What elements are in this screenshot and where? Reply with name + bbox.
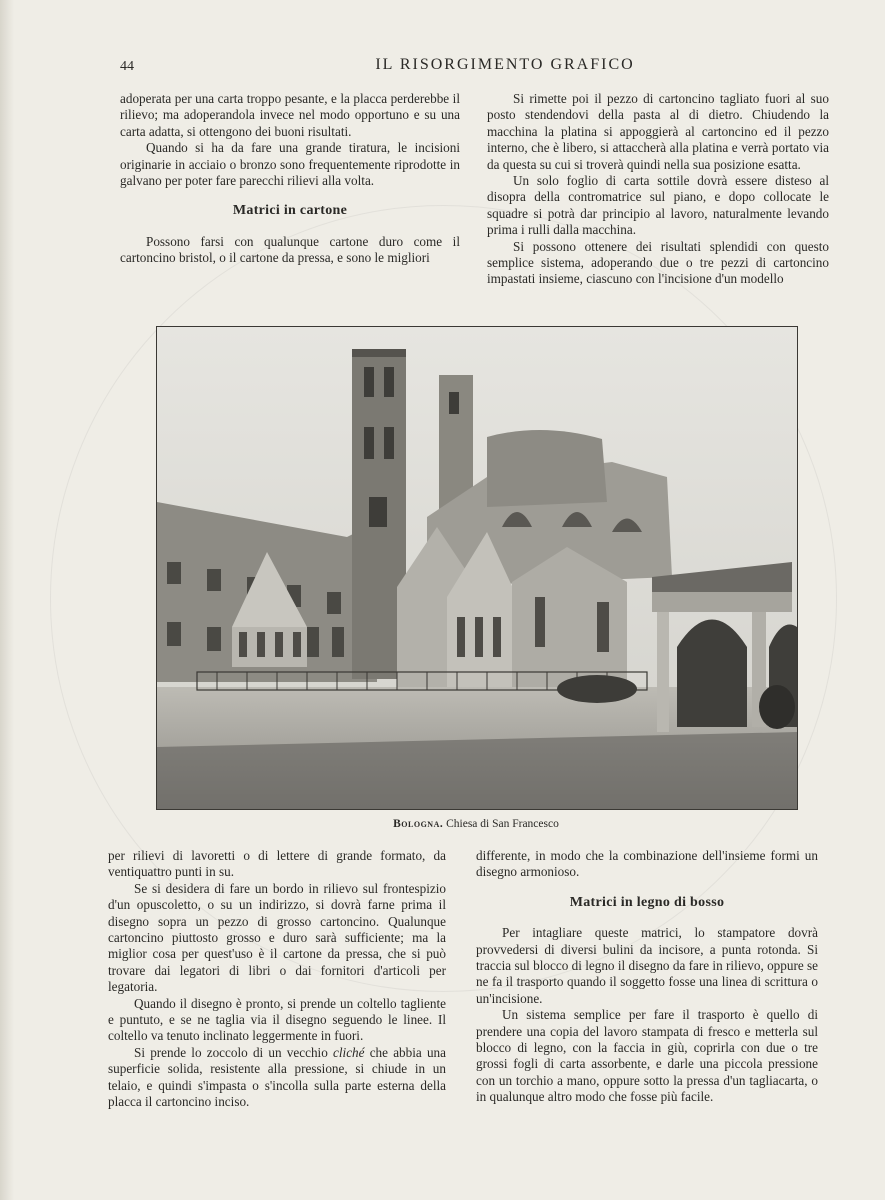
bottom-left-column <box>108 848 446 1111</box>
section-heading-cartone: Matrici in cartone <box>232 203 348 219</box>
paragraph: Se si desidera di fare un bordo in rilievo sul frontespizio d'un opuscoletto, o su un indirizzo, si dovrà farne prima il disegno sopra un pezzo di grosso cartoncino. Qualunque cartoncino piuttosto grosso e duro sarà sufficiente; ma la miglior cosa per quest'uso è il cartone da pressa, che si può trovare dai legatori di libri o dai fornitori d'articoli per legatoria. <box>108 880 446 995</box>
page-number: 44 <box>120 59 134 74</box>
italic-term: cliché <box>333 1044 365 1060</box>
caption-city: Bologna. <box>393 818 444 830</box>
paragraph: Si rimette poi il pezzo di cartoncino tagliato fuori al suo posto stendendovi della pasta al di dietro. Chiudendo la macchina la platina si appoggierà al cartoncino ed il pezzo interno, che è libero, si attaccherà alla platina e verrà portato via da questa su cui si troverà quindi nella sua posizione esatta. <box>487 91 829 172</box>
figure-caption <box>156 818 796 830</box>
page-header <box>120 56 830 80</box>
paragraph: Un sistema semplice per fare il trasporto è quello di prendere una copia del lavoro stampata di fresco e metterla sul blocco di legno, con la faccia in giù, coprirla con due o tre grossi fogli di carta assorbente, e darle una piccola pressione con un torchio a mano, oppure sotto la pressa d'un tagliacarta, o in qualunque altro modo che fosse più facile. <box>476 1007 818 1105</box>
page-edge-shadow <box>0 0 14 1200</box>
paragraph: Un solo foglio di carta sottile dovrà essere disteso al disopra della contromatrice sul piano, e dopo collocate le squadre si potrà dar principio al lavoro, naturalmente levando prima i rulli dalla macchina. <box>487 173 829 238</box>
top-right-column <box>487 91 829 288</box>
paragraph: adoperata per una carta troppo pesante, e la placca perderebbe il rilievo; ma adoperandola invece nel modo opportuno e su una carta adatta, si ottengono dei buoni risultati. <box>120 91 460 139</box>
paragraph: Quando il disegno è pronto, si prende un coltello tagliente e puntuto, e se ne taglia via il disegno seguendo le linee. Il coltello va tenuto inclinato leggermente in fuori. <box>108 995 446 1044</box>
paragraph: per rilievi di lavoretti o di lettere di grande formato, da ventiquattro punti in su. <box>108 848 446 880</box>
bottom-right-column <box>476 848 818 1106</box>
running-title: IL RISORGIMENTO GRAFICO <box>375 56 635 73</box>
caption-text: Chiesa di San Francesco <box>446 818 559 830</box>
paragraph: Quando si ha da fare una grande tiratura, le incisioni originarie in acciaio o bronzo sono frequentemente riprodotte in galvano per poter fare parecchi rilievi alla volta. <box>120 140 460 189</box>
paragraph: differente, in modo che la combinazione dell'insieme formi un disegno armonioso. <box>476 848 818 880</box>
text-run: Si prende lo zoccolo di un vecchio <box>134 1044 334 1060</box>
text-run: che abbia una superficie solida, resistente alla pressione, si chiude in un telaio, e quindi s'impasta o s'incolla sulla parte esterna della placca il cartoncino inciso. <box>108 1044 447 1110</box>
paragraph <box>108 1045 446 1111</box>
paragraph: Si possono ottenere dei risultati splendidi con questo semplice sistema, adoperando due o tre pezzi di cartoncino impastati insieme, ciascuno con l'incisione d'un modello <box>487 238 829 287</box>
section-heading-bosso: Matrici in legno di bosso <box>569 894 725 910</box>
church-photograph <box>156 326 798 810</box>
top-left-column <box>120 91 460 267</box>
paragraph: Per intagliare queste matrici, lo stampatore dovrà provvedersi di diversi bulini da incisore, a punta rotonda. Si traccia sul blocco di legno il disegno da fare in rilievo, oppure se ne fa il trasporto quando il soggetto fosse una linea di scrittura o un'incisione. <box>476 925 818 1006</box>
paragraph: Possono farsi con qualunque cartone duro come il cartoncino bristol, o il cartone da pressa, e sono le migliori <box>120 233 460 266</box>
